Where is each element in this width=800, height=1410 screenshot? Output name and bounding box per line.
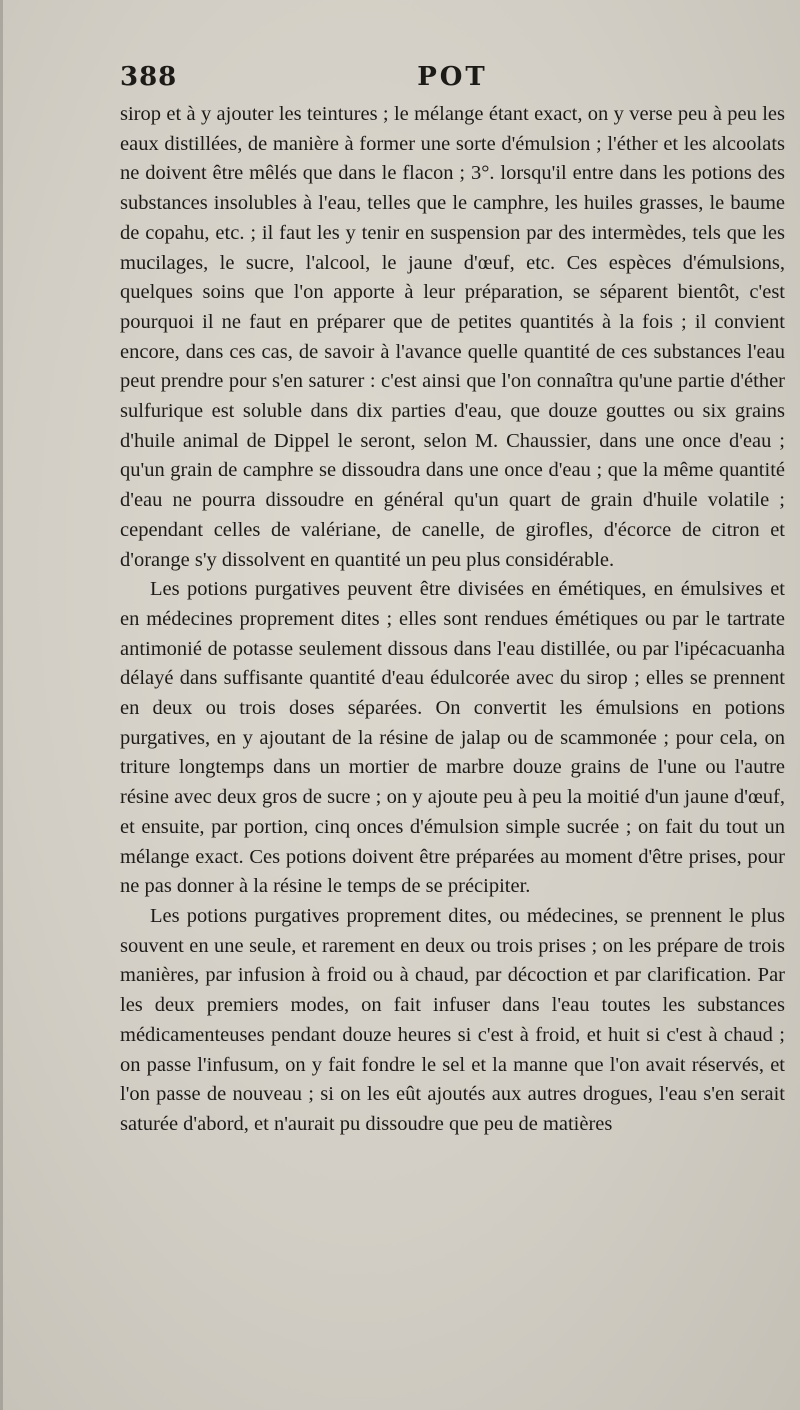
running-head: POT bbox=[417, 62, 488, 92]
paragraph-continuation: sirop et à y ajouter les teintures ; le mélange étant exact, on y verse peu à peu les eaux distillées, de manière à former une sorte d'émulsion ; l'éther et les alcoolats ne doivent être mêlés que dans le flacon ; 3°. lorsqu'il entre dans les potions des substances insolubles à l'eau, telles que le camphre, les huiles grasses, le baume de copahu, etc. ; il faut les y tenir en suspension par des intermèdes, tels que les mucilages, le sucre, l'alcool, le jaune d'œuf, etc. Ces espèces d'émulsions, quelques soins que l'on apporte à leur préparation, se séparent bientôt, c'est pourquoi il ne faut en préparer que de petites quantités à la fois ; il convient encore, dans ces cas, de savoir à l'avance quelle quantité de ces substances l'eau peut prendre pour s'en saturer : c'est ainsi que l'on connaîtra qu'une partie d'éther sulfurique est soluble dans dix parties d'eau, que douze gouttes ou six grains d'huile animal de Dippel le seront, selon M. Chaussier, dans une once d'eau ; qu'un grain de camphre se dissoudra dans une once d'eau ; que la même quantité d'eau ne pourra dissoudre en général qu'un quart de grain d'huile volatile ; cependant celles de valériane, de canelle, de girofles, d'écorce de citron et d'orange s'y dissolvent en quantité un peu plus considérable. bbox=[120, 103, 785, 571]
page-number: 388 bbox=[120, 62, 178, 92]
paragraph-potions-purgatives: Les potions purgatives peuvent être divisées en émétiques, en émulsives et en médecines proprement dites ; elles sont rendues émétiques ou par le tartrate antimonié de potasse seulement dissous dans l'eau distillée, ou par l'ipécacuanha délayé dans suffisante quantité d'eau édulcorée avec du sirop ; elles se prennent en deux ou trois doses séparées. On convertit les émulsions en potions purgatives, en y ajoutant de la résine de jalap ou de scammonée ; pour cela, on triture longtemps dans un mortier de marbre douze grains de l'une ou l'autre résine avec deux gros de sucre ; on y ajoute peu à peu la moitié d'un jaune d'œuf, et ensuite, par portion, cinq onces d'émulsion simple sucrée ; on fait du tout un mélange exact. Ces potions doivent être préparées au moment d'être prises, pour ne pas donner à la résine le temps de se précipiter. bbox=[120, 578, 785, 898]
page-body bbox=[120, 100, 785, 1140]
paragraph-medecines: Les potions purgatives proprement dites, ou médecines, se prennent le plus souvent en une seule, et rarement en deux ou trois prises ; on les prépare de trois manières, par infusion à froid ou à chaud, par décoction et par clarification. Par les deux premiers modes, on fait infuser dans l'eau toutes les substances médicamenteuses pendant douze heures si c'est à froid, et huit si c'est à chaud ; on passe l'infusum, on y fait fondre le sel et la manne que l'on avait réservés, et l'on passe de nouveau ; si on les eût ajoutés aux autres drogues, l'eau s'en serait saturée d'abord, et n'aurait pu dissoudre que peu de matières bbox=[120, 904, 785, 1135]
page-edge-shadow bbox=[0, 0, 3, 1410]
page-header bbox=[120, 62, 785, 96]
